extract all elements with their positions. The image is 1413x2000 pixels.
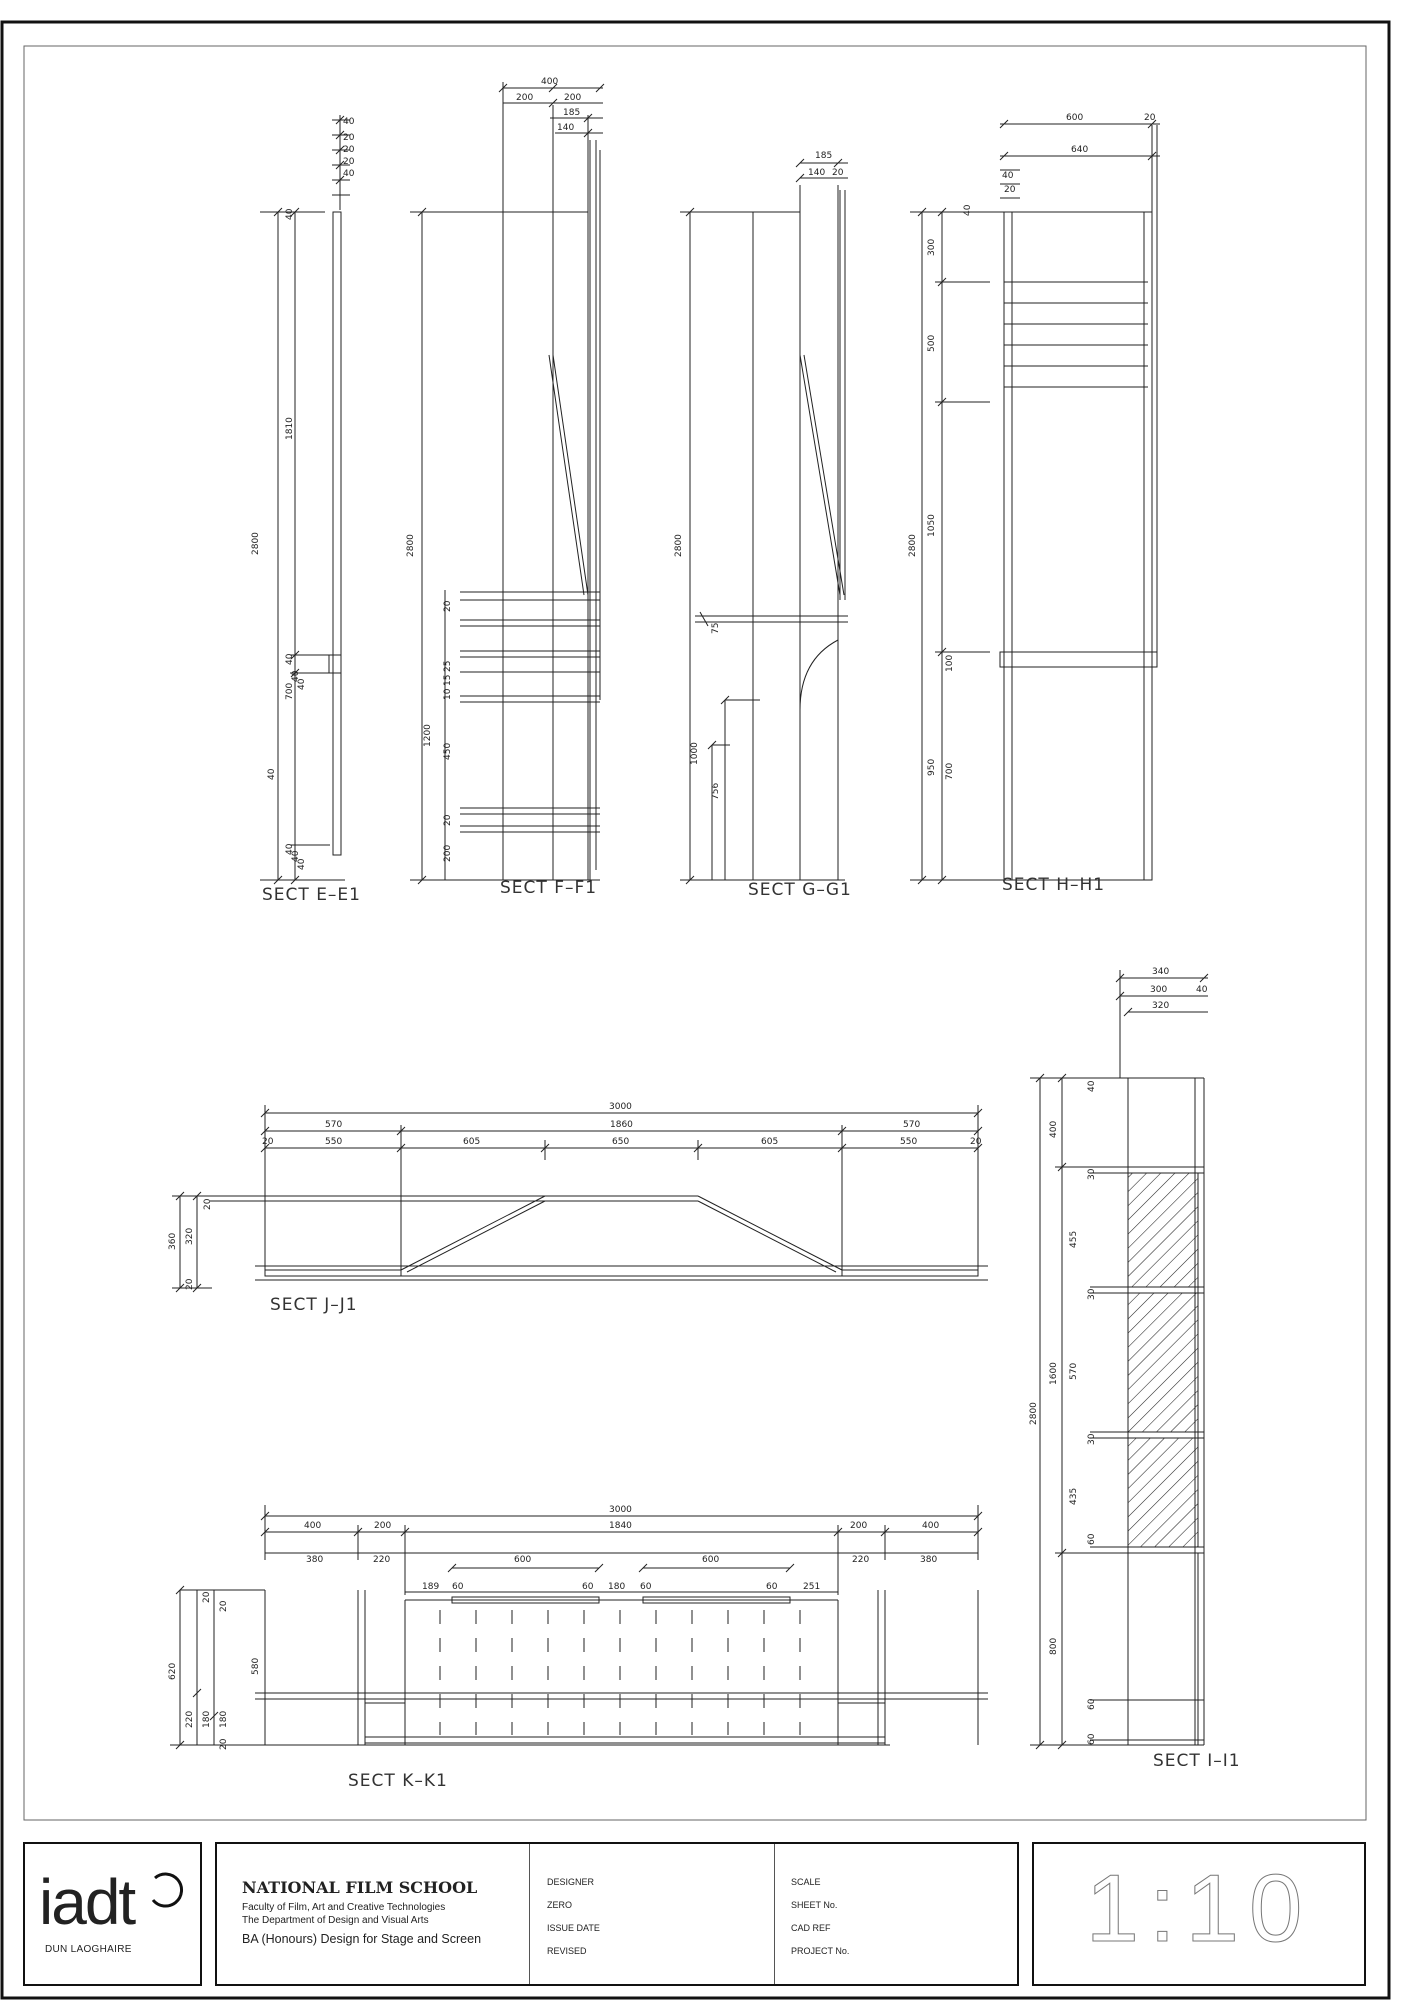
department-line: The Department of Design and Visual Arts bbox=[242, 1915, 429, 1926]
svg-text:40: 40 bbox=[1002, 171, 1014, 181]
svg-text:20: 20 bbox=[202, 1591, 212, 1603]
svg-text:40: 40 bbox=[285, 843, 295, 855]
svg-text:20: 20 bbox=[832, 168, 844, 178]
svg-text:380: 380 bbox=[306, 1555, 324, 1565]
title-info-box bbox=[215, 1842, 1019, 1986]
section-g-dims bbox=[674, 151, 844, 800]
section-i-i1 bbox=[1030, 970, 1208, 1749]
svg-text:40: 40 bbox=[285, 653, 295, 665]
svg-text:180: 180 bbox=[219, 1710, 229, 1728]
svg-text:1200: 1200 bbox=[423, 724, 433, 747]
zero-field: ZERO bbox=[547, 1900, 573, 1910]
svg-text:400: 400 bbox=[541, 77, 559, 87]
svg-text:251: 251 bbox=[803, 1582, 821, 1592]
svg-text:100: 100 bbox=[945, 654, 955, 672]
svg-text:400: 400 bbox=[922, 1521, 940, 1531]
svg-text:30: 30 bbox=[1087, 1433, 1097, 1445]
sheet-no-field: SHEET No. bbox=[791, 1900, 838, 1910]
svg-text:40: 40 bbox=[1087, 1080, 1097, 1092]
svg-text:40: 40 bbox=[1196, 985, 1208, 995]
svg-text:340: 340 bbox=[1152, 967, 1170, 977]
section-label-j: SECT J–J1 bbox=[270, 1295, 358, 1315]
svg-text:185: 185 bbox=[563, 108, 581, 118]
svg-text:620: 620 bbox=[168, 1662, 178, 1680]
svg-text:20: 20 bbox=[343, 157, 355, 167]
svg-text:455: 455 bbox=[1069, 1230, 1079, 1248]
svg-text:200: 200 bbox=[443, 844, 453, 862]
svg-text:60: 60 bbox=[1087, 1533, 1097, 1545]
svg-text:380: 380 bbox=[920, 1555, 938, 1565]
svg-text:20: 20 bbox=[262, 1137, 274, 1147]
svg-text:435: 435 bbox=[1069, 1487, 1079, 1505]
svg-text:60: 60 bbox=[1087, 1698, 1097, 1710]
section-k-dims bbox=[168, 1505, 939, 1750]
section-label-h: SECT H–H1 bbox=[1002, 875, 1106, 895]
svg-text:1050: 1050 bbox=[927, 514, 937, 537]
svg-text:400: 400 bbox=[304, 1521, 322, 1531]
svg-text:2800: 2800 bbox=[674, 534, 684, 557]
svg-text:220: 220 bbox=[373, 1555, 391, 1565]
svg-text:20: 20 bbox=[343, 145, 355, 155]
svg-text:20: 20 bbox=[219, 1600, 229, 1612]
divider bbox=[774, 1844, 775, 1984]
svg-text:10: 10 bbox=[443, 688, 453, 700]
svg-text:200: 200 bbox=[374, 1521, 392, 1531]
course-line: BA (Honours) Design for Stage and Screen bbox=[242, 1932, 482, 1946]
faculty-line: Faculty of Film, Art and Creative Technologies bbox=[242, 1902, 446, 1913]
section-label-e: SECT E–E1 bbox=[262, 885, 361, 905]
svg-text:700: 700 bbox=[285, 682, 295, 700]
svg-text:605: 605 bbox=[463, 1137, 481, 1147]
svg-text:75: 75 bbox=[711, 622, 721, 634]
svg-text:20: 20 bbox=[343, 133, 355, 143]
logo-box bbox=[23, 1842, 202, 1986]
svg-text:20: 20 bbox=[970, 1137, 982, 1147]
designer-field: DESIGNER bbox=[547, 1877, 595, 1887]
section-j-j1 bbox=[172, 1105, 988, 1292]
svg-text:15: 15 bbox=[443, 674, 453, 686]
svg-text:200: 200 bbox=[516, 93, 534, 103]
svg-text:550: 550 bbox=[900, 1137, 918, 1147]
svg-text:20: 20 bbox=[203, 1198, 213, 1210]
svg-text:200: 200 bbox=[850, 1521, 868, 1531]
svg-text:800: 800 bbox=[1049, 1637, 1059, 1655]
scale-field: SCALE bbox=[791, 1877, 821, 1887]
scale-value: 1:10 bbox=[1085, 1855, 1313, 1962]
svg-text:20: 20 bbox=[443, 600, 453, 612]
svg-text:700: 700 bbox=[945, 762, 955, 780]
svg-text:360: 360 bbox=[168, 1232, 178, 1250]
section-k-k1 bbox=[170, 1505, 988, 1749]
svg-text:189: 189 bbox=[422, 1582, 440, 1592]
outer-border bbox=[2, 22, 1389, 1998]
svg-text:300: 300 bbox=[927, 238, 937, 256]
scale-box bbox=[1032, 1842, 1366, 1986]
svg-text:40: 40 bbox=[297, 678, 307, 690]
svg-text:40: 40 bbox=[267, 768, 277, 780]
svg-text:570: 570 bbox=[1069, 1362, 1079, 1380]
section-f-dims bbox=[406, 77, 581, 862]
revised-field: REVISED bbox=[547, 1946, 587, 1956]
svg-text:220: 220 bbox=[852, 1555, 870, 1565]
svg-text:25: 25 bbox=[443, 660, 453, 672]
section-h-dims bbox=[908, 113, 1156, 780]
iadt-logo: iadt bbox=[39, 1866, 135, 1938]
issue-date-field: ISSUE DATE bbox=[547, 1923, 600, 1933]
svg-text:20: 20 bbox=[443, 814, 453, 826]
svg-text:1000: 1000 bbox=[690, 742, 700, 765]
svg-text:950: 950 bbox=[927, 758, 937, 776]
section-label-i: SECT I–I1 bbox=[1153, 1751, 1241, 1771]
svg-text:185: 185 bbox=[815, 151, 833, 161]
svg-text:756: 756 bbox=[711, 782, 721, 800]
svg-text:2800: 2800 bbox=[406, 534, 416, 557]
svg-text:30: 30 bbox=[1087, 1288, 1097, 1300]
svg-text:300: 300 bbox=[1150, 985, 1168, 995]
svg-text:40: 40 bbox=[285, 208, 295, 220]
svg-text:550: 550 bbox=[325, 1137, 343, 1147]
svg-text:2800: 2800 bbox=[251, 532, 261, 555]
svg-text:3000: 3000 bbox=[609, 1102, 632, 1112]
section-f-f1 bbox=[410, 82, 604, 884]
logo-subtitle: DUN LAOGHAIRE bbox=[45, 1944, 132, 1955]
svg-text:140: 140 bbox=[808, 168, 826, 178]
svg-text:60: 60 bbox=[582, 1582, 594, 1592]
svg-text:1600: 1600 bbox=[1049, 1362, 1059, 1385]
svg-text:20: 20 bbox=[219, 1738, 229, 1750]
svg-text:605: 605 bbox=[761, 1137, 779, 1147]
svg-text:650: 650 bbox=[612, 1137, 630, 1147]
svg-text:320: 320 bbox=[185, 1227, 195, 1245]
inner-border bbox=[24, 46, 1366, 1820]
svg-text:3000: 3000 bbox=[609, 1505, 632, 1515]
cad-ref-field: CAD REF bbox=[791, 1923, 831, 1933]
section-g-g1 bbox=[680, 159, 848, 884]
svg-text:1810: 1810 bbox=[285, 417, 295, 440]
svg-text:2800: 2800 bbox=[908, 534, 918, 557]
school-name: NATIONAL FILM SCHOOL bbox=[242, 1878, 478, 1897]
svg-text:40: 40 bbox=[343, 169, 355, 179]
svg-text:600: 600 bbox=[1066, 113, 1084, 123]
svg-text:500: 500 bbox=[927, 334, 937, 352]
svg-text:40: 40 bbox=[963, 204, 973, 216]
svg-text:600: 600 bbox=[514, 1555, 532, 1565]
svg-text:60: 60 bbox=[640, 1582, 652, 1592]
svg-text:200: 200 bbox=[564, 93, 582, 103]
svg-text:60: 60 bbox=[452, 1582, 464, 1592]
svg-text:40: 40 bbox=[343, 117, 355, 127]
svg-text:30: 30 bbox=[1087, 1168, 1097, 1180]
svg-text:2800: 2800 bbox=[1029, 1402, 1039, 1425]
svg-text:40: 40 bbox=[291, 670, 301, 682]
svg-text:600: 600 bbox=[702, 1555, 720, 1565]
section-label-f: SECT F–F1 bbox=[500, 878, 598, 898]
svg-text:20: 20 bbox=[1004, 185, 1016, 195]
svg-text:320: 320 bbox=[1152, 1001, 1170, 1011]
section-label-k: SECT K–K1 bbox=[348, 1771, 448, 1791]
project-no-field: PROJECT No. bbox=[791, 1946, 850, 1956]
svg-text:570: 570 bbox=[325, 1120, 343, 1130]
svg-text:580: 580 bbox=[251, 1657, 261, 1675]
svg-text:220: 220 bbox=[185, 1710, 195, 1728]
svg-text:20: 20 bbox=[1144, 113, 1156, 123]
svg-text:1840: 1840 bbox=[609, 1521, 632, 1531]
svg-text:60: 60 bbox=[1087, 1733, 1097, 1745]
svg-text:400: 400 bbox=[1049, 1120, 1059, 1138]
svg-text:40: 40 bbox=[291, 850, 301, 862]
divider bbox=[529, 1844, 530, 1984]
svg-text:20: 20 bbox=[185, 1278, 195, 1290]
svg-text:60: 60 bbox=[766, 1582, 778, 1592]
svg-text:640: 640 bbox=[1071, 145, 1089, 155]
svg-text:40: 40 bbox=[297, 858, 307, 870]
svg-text:570: 570 bbox=[903, 1120, 921, 1130]
svg-text:180: 180 bbox=[202, 1710, 212, 1728]
svg-text:450: 450 bbox=[443, 742, 453, 760]
svg-text:1860: 1860 bbox=[610, 1120, 633, 1130]
svg-text:140: 140 bbox=[557, 123, 575, 133]
section-e-dims bbox=[251, 117, 355, 870]
svg-text:180: 180 bbox=[608, 1582, 626, 1592]
section-label-g: SECT G–G1 bbox=[748, 880, 852, 900]
logo-swirl-icon bbox=[145, 1866, 191, 1912]
